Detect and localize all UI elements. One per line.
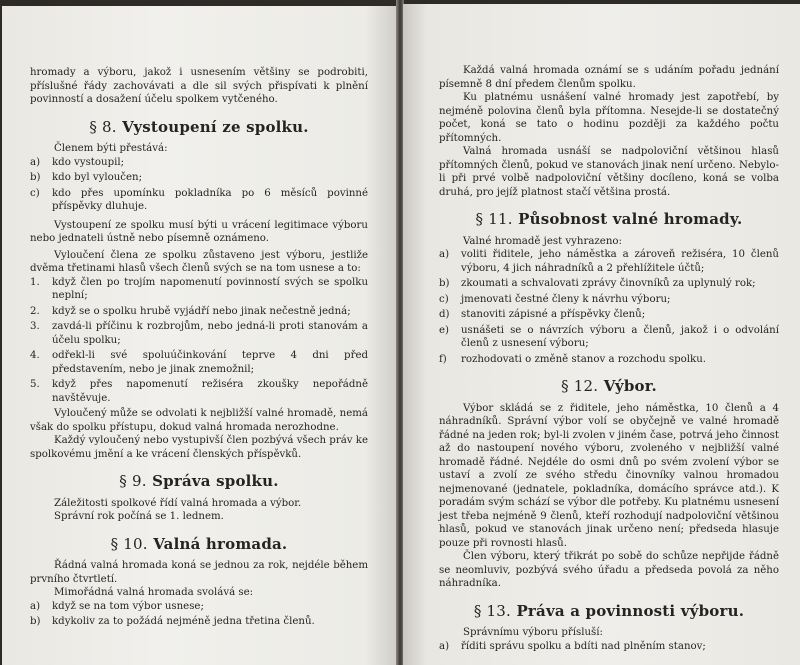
paragraph: Členem býti přestává: <box>54 143 168 154</box>
section-9-heading: § 9. Správa spolku. <box>119 472 279 490</box>
list-item: 4. odřekl-li své spoluúčinkování teprve 4 dni před představením, nebo je jinak znemožnil; <box>30 350 368 375</box>
left-page <box>2 6 397 665</box>
list-item: 3. zavdá-li příčinu k rozbrojům, nebo jedná-li proti stanovám a účelu spolku; <box>30 321 368 346</box>
paragraph: Řádná valná hromada koná se jednou za rok, nejdéle během prvního čtvrtletí. <box>30 560 368 585</box>
section-12-heading: § 12. Výbor. <box>561 377 657 395</box>
paragraph: Vystoupení ze spolku musí býti u vrácení legitimace výboru nebo jednateli ústně nebo písemně oznámeno. <box>30 219 368 244</box>
list-item: d) stanoviti zápisné a příspěvky členů; <box>439 309 646 320</box>
paragraph: Správnímu výboru přísluší: <box>463 627 603 638</box>
paragraph: Záležitosti spolkové řídí valná hromada a výbor. <box>54 497 302 509</box>
paragraph: Vyloučení člena ze spolku zůstaveno jest výboru, jestliže dvěma třetinami hlasů všech členů svých se na tom usnese a to: <box>30 249 368 274</box>
list-item: b) kdykoliv za to požádá nejméně jedna třetina členů. <box>30 616 315 627</box>
section-13-heading: § 13. Práva a povinnosti výboru. <box>473 601 745 620</box>
left-page-text <box>30 66 368 631</box>
paragraph: Valné hromadě jest vyhrazeno: <box>463 235 622 247</box>
paragraph: Člen výboru, který třikrát po sobě do schůze nepřijde řádně se neomluviv, pozbývá svého úřadu a předseda povolá za něho náhradníka. <box>439 551 779 589</box>
list-item: 2. když se o spolku hrubě vyjádří nebo jinak nečestně jedná; <box>30 305 351 317</box>
list-item: b) kdo byl vyloučen; <box>30 172 143 183</box>
paragraph: Každý vyloučený nebo vystupivší člen pozbývá všech práv ke spolkovému jmění a ke vrácení členských příspěvků. <box>30 435 368 460</box>
list-item: a) když se na tom výbor usnese; <box>30 600 204 612</box>
list-item: a) říditi správu spolku a bdíti nad plněním stanov; <box>439 640 706 652</box>
list-item: b) zkoumati a schvalovati zprávy činovníků za uplynulý rok; <box>439 278 756 289</box>
right-page <box>403 4 800 665</box>
list-item: c) jmenovati čestné členy k návrhu výboru; <box>439 293 671 305</box>
paragraph: Výbor skládá se z řiditele, jeho náměstka, 10 členů a 4 náhradníků. Správní výbor volí se obyčejně ve valné hromadě řádné na jeden rok; byl-li zvolen v jiném čase, potrvá jeho činnost až do nastoupení nového výboru, zvoleného v nejbližší valné hromadě řádné. Nejdéle do osmi dnů po svém zvolení výbor se ustaví a zvolí ze svého středu činovníky valnou hromadou nejmenované (jednatele, pokladníka, domácího správce atd.). K poradám svým schází se výbor dle potřeby. Ku platnému usnesení jest třeba nejméně 9 členů, kteří rozhodují nadpoloviční většinou hlasů, pokud ve stanovách jinak určeno není; předseda hlasuje pouze při rovnosti hlasů. <box>439 402 779 549</box>
paragraph: Každá valná hromada oznámí se s udáním pořadu jednání písemně 8 dní předem členům spolku. <box>439 65 779 90</box>
section-11-heading: § 11. Působnost valné hromady. <box>475 210 743 228</box>
list-item: 5. když přes napomenutí režiséra zkoušky nepořádně navštěvuje. <box>30 379 368 404</box>
intro-paragraph: hromady a výboru, jakož i usnesením většiny se podrobiti, příslušné řády zachovávati a dle sil svých přispívati k plnění povinností a dosažení účelu spolkem vytčeného. <box>30 67 368 105</box>
list-item: e) usnášeti se o návrzích výboru a členů, jakož i o odvolání členů z usnesení výboru; <box>439 324 779 349</box>
list-item: c) kdo přes upomínku pokladníka po 6 měsíců povinné příspěvky dluhuje. <box>30 187 368 212</box>
list-item: a) voliti řiditele, jeho náměstka a zároveň režiséra, 10 členů výboru, 4 jich náhradníků a 2 přehlížitele účtů; <box>439 249 779 274</box>
list-item: 1. když člen po trojím napomenutí povinností svých se spolku neplní; <box>30 276 368 301</box>
section-8-heading: § 8. Vystoupení ze spolku. <box>89 117 309 136</box>
paragraph: Správní rok počíná se 1. lednem. <box>54 511 224 522</box>
right-page-text <box>439 64 779 655</box>
section-10-heading: § 10. Valná hromada. <box>110 534 288 553</box>
paragraph: Mimořádná valná hromada svolává se: <box>54 587 254 598</box>
list-item: a) kdo vystoupil; <box>30 156 125 168</box>
list-item: f) rozhodovati o změně stanov a rozchodu spolku. <box>439 353 706 365</box>
paragraph: Valná hromada usnáší se nadpoloviční většinou hlasů přítomných členů, pokud ve stanovách jinak není určeno. Nebylo-li při prvé volbě nadpoloviční většiny docíleno, koná se volba druhá, pro jejíž platnost stačí většina prostá. <box>439 146 779 198</box>
paragraph: Ku platnému usnášení valné hromady jest zapotřebí, by nejméně polovina členů byla přítomna. Nesejde-li se dostatečný počet, koná se tato o hodinu později za každého počtu přítomných. <box>439 92 779 144</box>
paragraph: Vyloučený může se odvolati k nejbližší valné hromadě, nemá však do spolku přístupu, dokud valná hromada nerozhodne. <box>30 408 368 433</box>
